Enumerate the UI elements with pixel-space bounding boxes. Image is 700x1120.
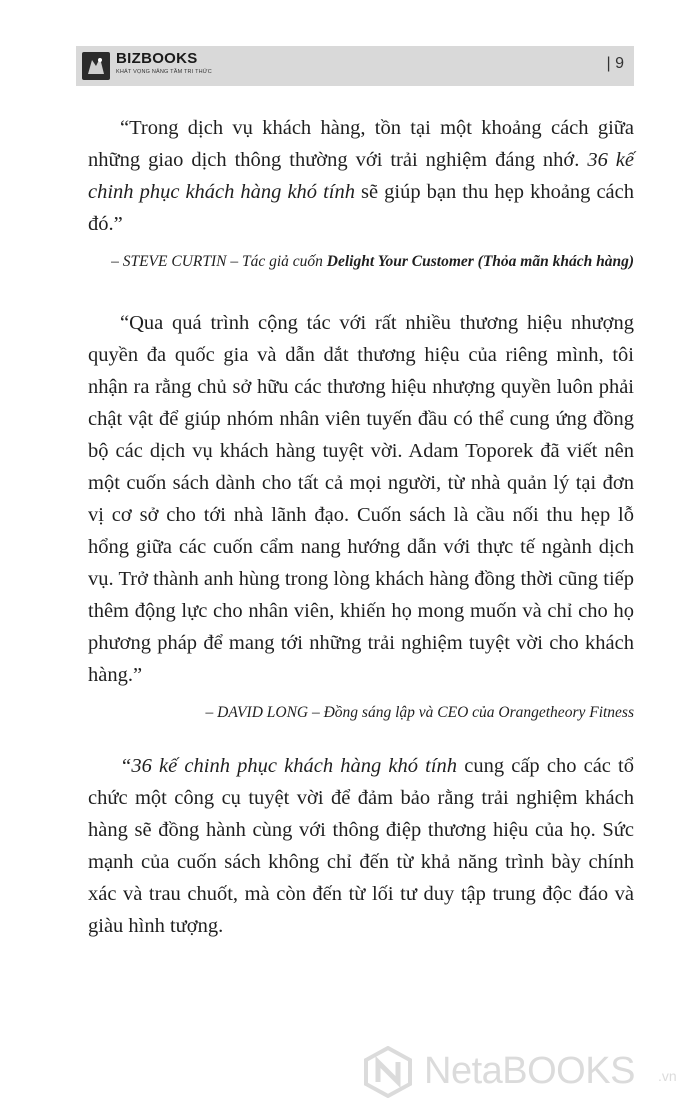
watermark-tld: .vn (658, 1068, 677, 1084)
quote-1-attribution: – STEVE CURTIN – Tác giả cuốn Delight Your Customer (Thỏa mãn khách hàng) (111, 253, 634, 270)
page-number: | 9 (606, 55, 624, 72)
brand-tagline: KHÁT VỌNG NÂNG TẦM TRI THỨC (116, 69, 212, 75)
quote-3: “36 kế chinh phục khách hàng khó tính cung cấp cho các tổ chức một công cụ tuyệt vời để đảm bảo rằng trải nghiệm khách hàng sẽ đồng hành cùng với thông điệp thương hiệu của họ. Sức mạnh của cuốn sách không chỉ đến từ khả năng trình bày chính xác và trau chuốt, mà còn đến từ lối tư duy tập trung độc đáo và giàu hình tượng. (88, 755, 635, 937)
watermark-text: NetaBOOKS (424, 1050, 635, 1092)
quote-1: “Trong dịch vụ khách hàng, tồn tại một khoảng cách giữa những giao dịch thông thường với trải nghiệm đáng nhớ. 36 kế chinh phục khách hàng khó tính sẽ giúp bạn thu hẹp khoảng cách đó.” (88, 117, 635, 235)
quote-2: “Qua quá trình cộng tác với rất nhiều thương hiệu nhượng quyền đa quốc gia và dẫn dắt thương hiệu của riêng mình, tôi nhận ra rằng chủ sở hữu các thương hiệu nhượng quyền luôn phải chật vật để giúp nhóm nhân viên tuyến đầu có thể cung ứng đồng bộ các dịch vụ khách hàng tuyệt vời. Adam Toporek đã viết nên một cuốn sách dành cho tất cả mọi người, từ nhà quản lý tại đơn vị cơ sở cho tới nhà lãnh đạo. Cuốn sách là cầu nối thu hẹp lỗ hổng giữa các cuốn cẩm nang hướng dẫn với thực tế ngành dịch vụ. Trở thành anh hùng trong lòng khách hàng đồng thời cũng tiếp thêm động lực cho nhân viên, khiến họ mong muốn và chỉ cho họ phương pháp để mang tới những trải nghiệm tuyệt vời cho khách hàng.” (88, 312, 634, 686)
bizbooks-logo-icon (82, 52, 110, 80)
page-header (76, 46, 634, 86)
quote-2-attribution: – DAVID LONG – Đồng sáng lập và CEO của Orangetheory Fitness (205, 704, 634, 721)
netabooks-logo-icon (362, 1046, 414, 1098)
brand-name: BIZBOOKS (116, 50, 198, 67)
watermark (362, 1042, 682, 1102)
page-body (88, 112, 634, 942)
